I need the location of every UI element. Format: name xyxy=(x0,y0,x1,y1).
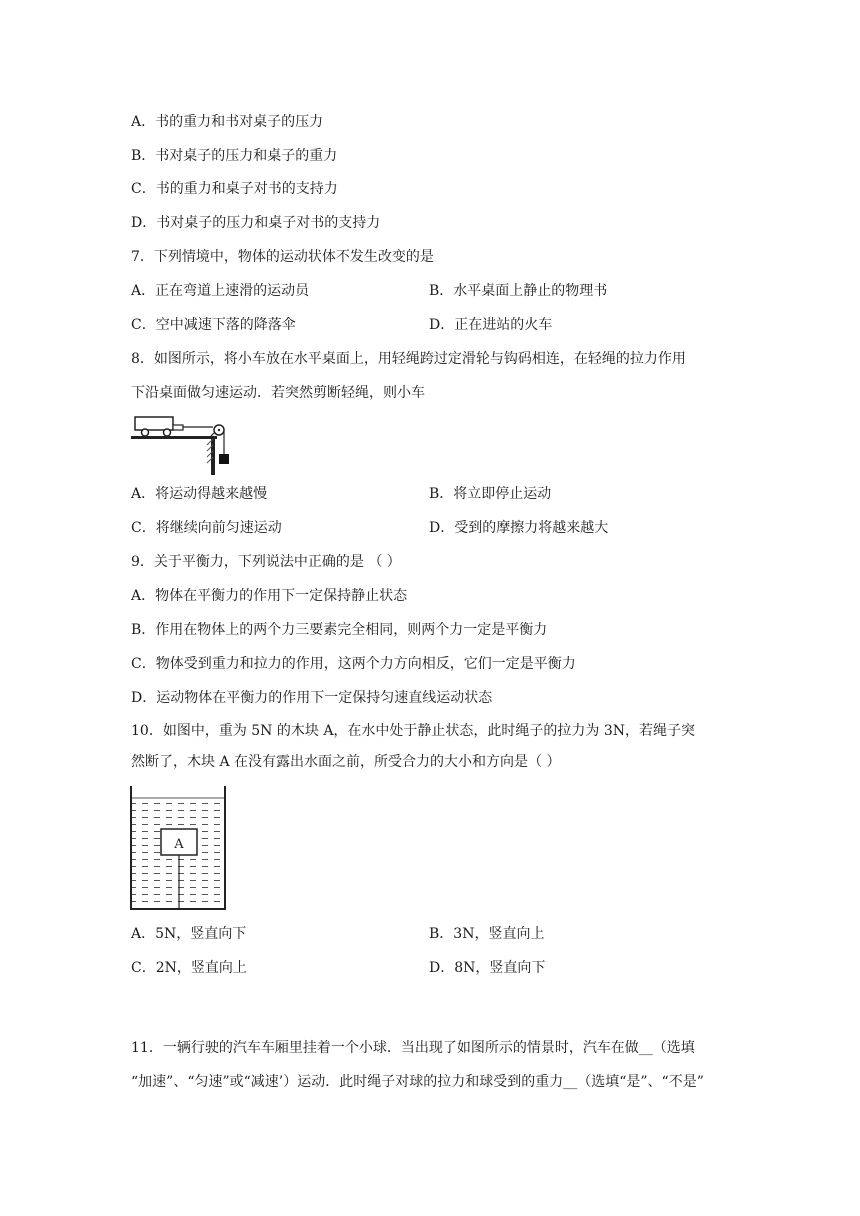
q7-option-b: B．水平桌面上静止的物理书 xyxy=(429,283,608,299)
q10-figure-water-tank xyxy=(128,786,228,912)
q11-stem-line2: “加速”、“匀速”或“减速’）运动．此时绳子对球的拉力和球受到的重力__（选填“是”、“不是” xyxy=(131,1074,704,1090)
q10-block-label: A xyxy=(174,837,184,852)
q7-option-d: D．正在进站的火车 xyxy=(429,317,553,333)
q10-option-a: A．5N，竖直向下 xyxy=(131,926,247,942)
q9-option-c: C．物体受到重力和拉力的作用，这两个力方向相反，它们一定是平衡力 xyxy=(131,656,576,672)
q8-stem-line1: 8．如图所示，将小车放在水平桌面上，用轻绳跨过定滑轮与钩码相连，在轻绳的拉力作用 xyxy=(131,351,686,367)
q6-option-a: A．书的重力和书对桌子的压力 xyxy=(131,114,324,130)
q8-option-d: D．受到的摩擦力将越来越大 xyxy=(429,520,609,536)
q9-option-a: A．物体在平衡力的作用下一定保持静止状态 xyxy=(131,588,408,604)
q8-option-c: C．将继续向前匀速运动 xyxy=(131,520,282,536)
q7-stem: 7．下列情境中，物体的运动状体不发生改变的是 xyxy=(131,249,434,265)
q9-option-d: D．运动物体在平衡力的作用下一定保持匀速直线运动状态 xyxy=(131,690,493,706)
q8-figure-cart-pulley xyxy=(131,413,235,475)
q7-option-a: A．正在弯道上速滑的运动员 xyxy=(131,283,310,299)
q10-option-c: C．2N，竖直向上 xyxy=(131,960,247,976)
q10-stem-line2: 然断了，木块 A 在没有露出水面之前，所受合力的大小和方向是（ ） xyxy=(131,754,561,770)
q9-stem: 9．关于平衡力，下列说法中正确的是 （ ） xyxy=(131,554,401,570)
q11-stem-line1: 11．一辆行驶的汽车车厢里挂着一个小球．当出现了如图所示的情景时，汽车在做__（选填 xyxy=(131,1040,695,1056)
q6-option-b: B．书对桌子的压力和桌子的重力 xyxy=(131,148,338,164)
q6-option-c: C．书的重力和桌子对书的支持力 xyxy=(131,181,338,197)
q8-stem-line2: 下沿桌面做匀速运动．若突然剪断轻绳，则小车 xyxy=(131,385,425,401)
q10-stem-line1: 10．如图中，重为 5N 的木块 A，在水中处于静止状态，此时绳子的拉力为 3N，若绳子突 xyxy=(131,723,696,739)
q10-option-b: B．3N，竖直向上 xyxy=(429,926,545,942)
q8-option-b: B．将立即停止运动 xyxy=(429,486,552,502)
q8-option-a: A．将运动得越来越慢 xyxy=(131,486,268,502)
q6-option-d: D．书对桌子的压力和桌子对书的支持力 xyxy=(131,215,381,231)
q9-option-b: B．作用在物体上的两个力三要素完全相同，则两个力一定是平衡力 xyxy=(131,622,548,638)
q7-option-c: C．空中减速下落的降落伞 xyxy=(131,317,296,333)
q10-option-d: D．8N，竖直向下 xyxy=(429,960,546,976)
